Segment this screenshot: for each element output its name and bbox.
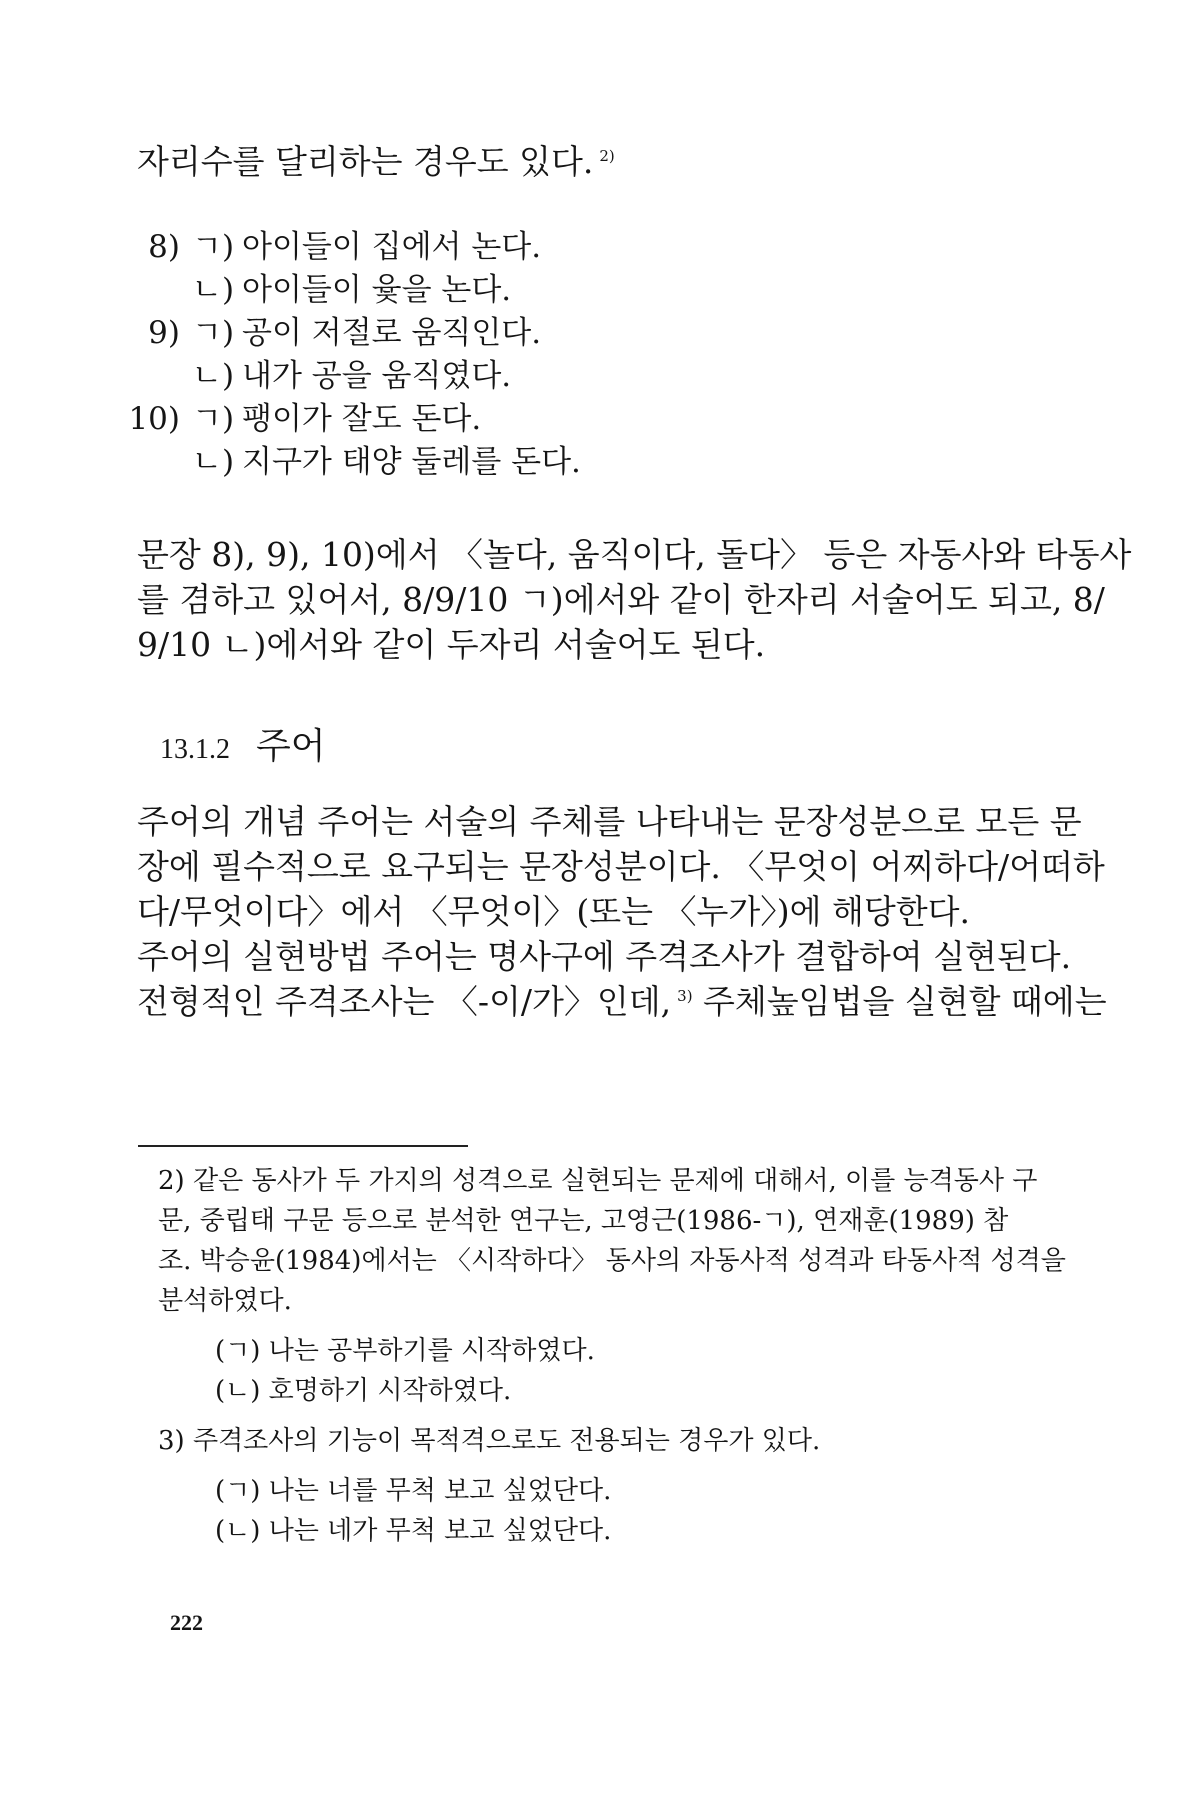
footnote-line: 문, 중립태 구문 등으로 분석한 연구는, 고영근(1986-ㄱ), 연재훈(1989) 참 (158, 1206, 1009, 1236)
footnote-line: 2) 같은 동사가 두 가지의 성격으로 실현되는 문제에 대해서, 이를 능격동사 구 (158, 1166, 1038, 1196)
paragraph-line: 9/10 ㄴ)에서와 같이 두자리 서술어도 된다. (137, 625, 766, 664)
example-row (118, 229, 542, 265)
example-mark: ㄴ) (192, 444, 235, 480)
example-text: 공이 저절로 움직인다. (242, 315, 542, 351)
example-mark: ㄱ) (192, 229, 235, 265)
example-mark: ㄱ) (192, 315, 235, 351)
paragraph-line: 다/무엇이다〉에서 〈무엇이〉(또는 〈누가〉)에 해당한다. (137, 892, 971, 931)
footnote-line: 3) 주격조사의 기능이 목적격으로도 전용되는 경우가 있다. (158, 1426, 821, 1456)
example-text: 아이들이 집에서 논다. (242, 229, 542, 265)
paragraph-line: 주어의 실현방법 주어는 명사구에 주격조사가 결합하여 실현된다. (137, 937, 1072, 976)
example-number: 10) (128, 401, 180, 437)
paragraph-line: 장에 필수적으로 요구되는 문장성분이다. 〈무엇이 어찌하다/어떠하 (137, 847, 1105, 886)
paragraph-line: 를 겸하고 있어서, 8/9/10 ㄱ)에서와 같이 한자리 서술어도 되고, 8/ (137, 580, 1105, 619)
example-text: 아이들이 윷을 논다. (242, 272, 512, 308)
paragraph-text: 주체높임법을 실현할 때에는 (692, 982, 1107, 1021)
footnote-line: 조. 박승윤(1984)에서는 〈시작하다〉 동사의 자동사적 성격과 타동사적 성격을 (158, 1246, 1066, 1276)
footnote-ref-3: 3) (677, 987, 693, 1005)
intro-text: 자리수를 달리하는 경우도 있다. (137, 142, 594, 181)
section-number: 13.1.2 (160, 734, 230, 765)
footnote-divider (138, 1145, 468, 1147)
example-row (118, 272, 512, 308)
footnote-example: (ㄱ) 나는 공부하기를 시작하였다. (215, 1336, 595, 1366)
paragraph-line: 문장 8), 9), 10)에서 〈놀다, 움직이다, 돌다〉 등은 자동사와 타동사 (137, 535, 1132, 574)
example-number: 8) (148, 229, 180, 265)
example-row (118, 444, 581, 480)
example-row (118, 358, 512, 394)
example-text: 팽이가 잘도 돈다. (242, 401, 482, 437)
example-row (118, 315, 542, 351)
footnote-example: (ㄴ) 나는 네가 무척 보고 싶었단다. (215, 1516, 612, 1546)
example-mark: ㄱ) (192, 401, 235, 437)
paragraph-line (137, 982, 1107, 1021)
page-number: 222 (170, 1610, 203, 1635)
section-title: 주어 (256, 726, 326, 767)
example-text: 내가 공을 움직였다. (242, 358, 512, 394)
paragraph-line: 주어의 개념 주어는 서술의 주체를 나타내는 문장성분으로 모든 문 (137, 802, 1082, 841)
example-mark: ㄴ) (192, 272, 235, 308)
section-heading (160, 718, 326, 769)
example-row (118, 401, 482, 437)
footnote-example: (ㄱ) 나는 너를 무척 보고 싶었단다. (215, 1476, 612, 1506)
paragraph-text: 전형적인 주격조사는 〈-이/가〉인데, (137, 982, 672, 1021)
example-number: 9) (148, 315, 180, 351)
footnote-ref-2: 2) (599, 147, 615, 165)
example-text: 지구가 태양 둘레를 돈다. (242, 444, 581, 480)
footnote-example: (ㄴ) 호명하기 시작하였다. (215, 1376, 512, 1406)
footnote-line: 분석하였다. (158, 1286, 292, 1316)
intro-line (137, 142, 615, 181)
example-mark: ㄴ) (192, 358, 235, 394)
